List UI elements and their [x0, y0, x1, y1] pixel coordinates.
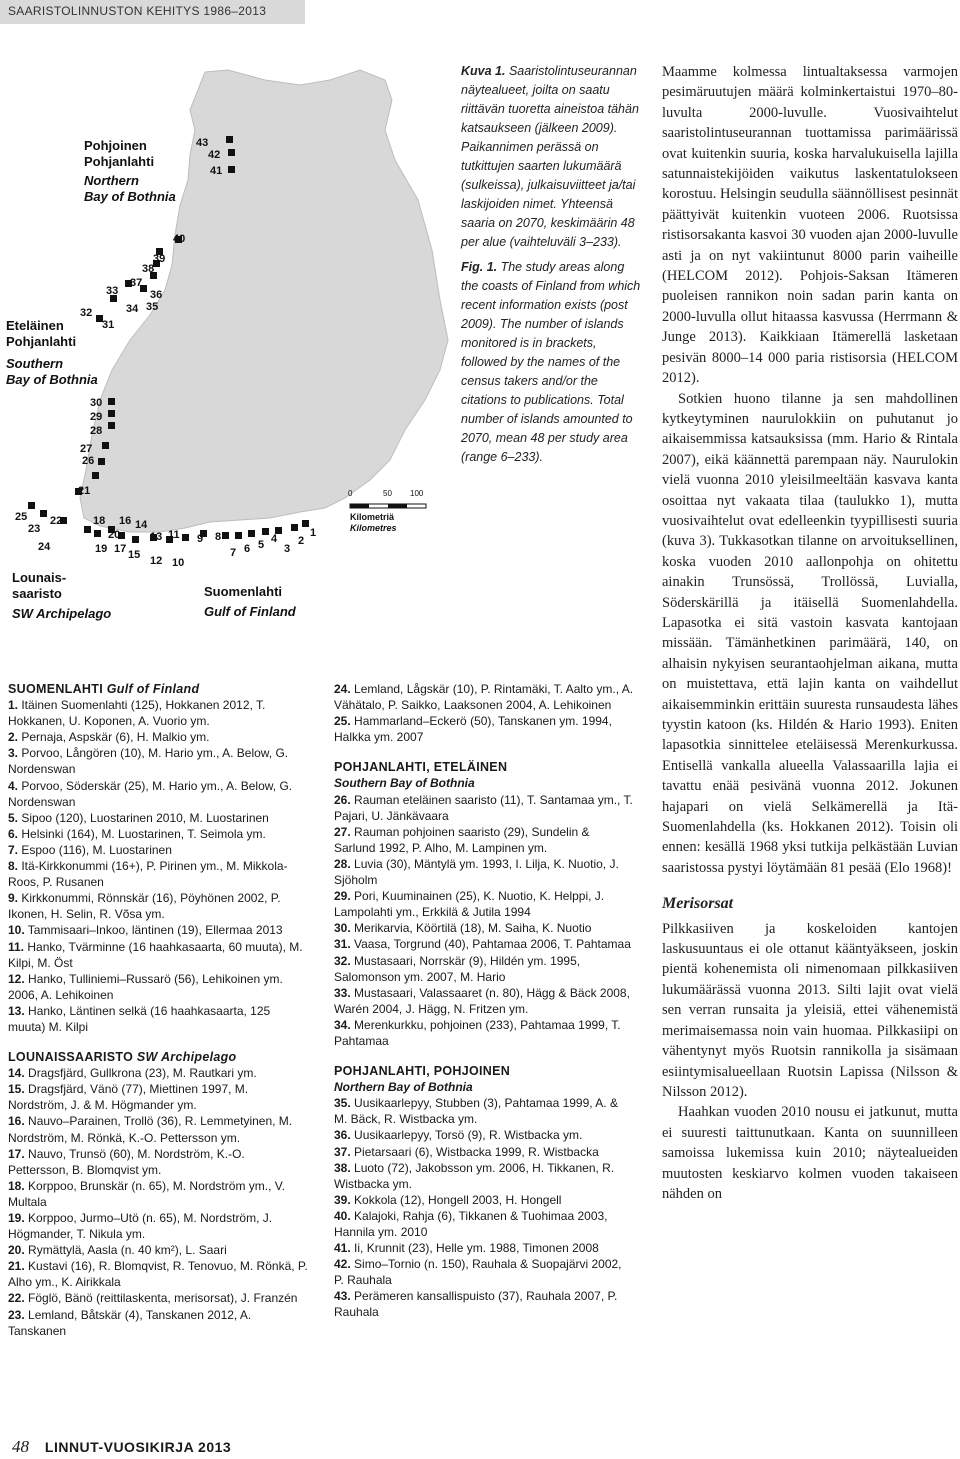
site-list-number: 1. — [8, 698, 19, 713]
site-list-item — [8, 939, 308, 971]
site-list-text: Perämeren kansallispuisto (37), Rauhala 2007, P. Rauhala — [334, 1289, 618, 1320]
site-list-number: 6. — [8, 826, 19, 841]
site-list-item — [334, 985, 634, 1017]
caption-en-label: Fig. 1. — [461, 260, 498, 274]
site-list-text: Simo–Tornio (n. 150), Rauhala & Suopajärvi 2002, P. Rauhala — [334, 1257, 622, 1288]
site-list-text: Lemland, Lågskär (10), P. Rintamäki, T. Aalto ym., A. Vähätalo, P. Saikko, Laaksonen 2004, A. Lehikoinen — [334, 682, 634, 713]
site-list-text: Korppoo, Brunskär (n. 65), M. Nordström ym., V. Multala — [8, 1178, 286, 1209]
site-list-item — [8, 745, 308, 777]
site-list-text: Porvoo, Långören (10), M. Hario ym., A. Below, G. Nordenswan — [8, 746, 289, 777]
site-label-6: 6 — [244, 543, 251, 555]
site-list-number: 19. — [8, 1211, 25, 1225]
site-list-item — [334, 953, 634, 985]
nb-heading-fi: POHJANLAHTI, POHJOINEN — [334, 1064, 511, 1079]
site-list-item — [334, 1192, 634, 1208]
site-list-number: 5. — [8, 810, 19, 825]
scale-100: 100 — [410, 489, 424, 498]
caption-fi — [461, 62, 641, 252]
site-label-21: 21 — [78, 485, 91, 497]
site-list-number: 28. — [334, 856, 351, 871]
site-list-number: 14. — [8, 1066, 25, 1081]
site-label-39: 39 — [153, 253, 166, 265]
site-list-item — [334, 1127, 634, 1143]
site-label-13: 13 — [150, 531, 163, 543]
site-label-11: 11 — [168, 529, 180, 541]
site-list-text: Uusikaarlepyy, Torsö (9), R. Wistbacka ym. — [350, 1128, 583, 1143]
site-list-number: 4. — [8, 778, 19, 793]
site-label-10: 10 — [172, 557, 185, 569]
site-label-9: 9 — [197, 533, 204, 545]
region-gf-en: Gulf of Finland — [204, 604, 296, 619]
site-list-item — [334, 1240, 634, 1256]
region-south-en2: Bay of Bothnia — [6, 372, 98, 387]
site-list-text: Nauvo, Trunsö (60), M. Nordström, K.-O. Pettersson, B. Blomqvist ym. — [8, 1146, 245, 1177]
site-list-text: Kustavi (16), R. Blomqvist, R. Tenovuo, M. Rönkä, P. Alho ym., K. Airikkala — [8, 1259, 308, 1290]
site-label-2: 2 — [298, 535, 305, 547]
site-label-28: 28 — [90, 425, 103, 437]
site-list-number: 31. — [334, 937, 351, 952]
site-list-text: Nauvo–Parainen, Trollö (36), R. Lemmetyinen, M. Nordström, M. Rönkä, K.-O. Pettersson ym. — [8, 1114, 293, 1145]
sw-heading — [8, 1049, 308, 1065]
site-list-text: Kokkola (12), Hongell 2003, H. Hongell — [350, 1192, 562, 1207]
gf-heading — [8, 681, 308, 697]
site-list-text: Korppoo, Jurmo–Utö (n. 65), M. Nordström, J. Högmander, T. Nikula ym. — [8, 1211, 273, 1242]
body-paragraph-4: Haahkan vuoden 2010 nousu ei jatkunut, mutta ei suuresti taittunutkaan. Kanta on suunnilleen samoissa lukemissa kuin 2010; näytealueiden muutosten keskiarvo kolmen vuoden takaiseen nähden on — [662, 1104, 958, 1202]
site-list-number: 9. — [8, 891, 19, 906]
site-list-text: Porvoo, Söderskär (25), M. Hario ym., A. Below, G. Nordenswan — [8, 778, 293, 809]
site-label-15: 15 — [128, 549, 141, 561]
site-list-text: Espoo (116), M. Luostarinen — [18, 842, 172, 857]
site-list-number: 12. — [8, 971, 25, 986]
site-label-31: 31 — [102, 319, 115, 331]
site-list-number: 16. — [8, 1114, 25, 1129]
site-label-36: 36 — [150, 289, 163, 301]
publication-title: LINNUT-VUOSIKIRJA 2013 — [44, 1439, 232, 1455]
sb-items — [334, 792, 634, 1050]
site-label-12: 12 — [150, 555, 163, 567]
site-list-item — [334, 1288, 634, 1320]
site-list-number: 23. — [8, 1307, 25, 1322]
scale-bar — [348, 489, 426, 533]
site-list-item — [334, 1017, 634, 1049]
nb-heading — [334, 1063, 634, 1079]
site-list-text: Föglö, Bänö (reittilaskenta, merisorsat), J. Franzén — [24, 1291, 298, 1306]
site-list-item — [334, 888, 634, 920]
site-list-number: 39. — [334, 1192, 351, 1207]
site-list-number: 18. — [8, 1178, 25, 1193]
site-label-18: 18 — [93, 515, 106, 527]
site-list-text: Ii, Krunnit (23), Helle ym. 1988, Timonen 2008 — [350, 1241, 599, 1256]
site-list-number: 25. — [334, 714, 351, 729]
running-header-title: SAARISTOLINNUSTON KEHITYS 1986–2013 — [8, 4, 267, 18]
site-list-item — [8, 810, 308, 826]
site-label-34: 34 — [126, 303, 139, 315]
site-list-text: Dragsfjärd, Vänö (77), Miettinen 1997, M. Nordström, J. & M. Högmander ym. — [8, 1082, 249, 1113]
site-label-38: 38 — [142, 263, 155, 275]
caption-en-text: The study areas along the coasts of Finland from which recent information exists (post 2009). The number of islands monitored is in brackets, followed by the names of the census takers and/or the citations to publications. Total number of islands amounted to 2070, mean 48 per study area (range 6–233). — [461, 260, 641, 464]
region-gf-fi: Suomenlahti — [204, 584, 283, 599]
site-label-7: 7 — [230, 547, 237, 559]
site-list-item — [334, 1256, 634, 1288]
region-sw-fi: Lounais- — [12, 570, 67, 585]
site-label-14: 14 — [135, 519, 148, 531]
site-list-text: Itäinen Suomenlahti (125), Hokkanen 2012, T. Hokkanen, U. Koponen, A. Vuorio ym. — [8, 698, 266, 729]
site-list-item — [8, 971, 308, 1003]
gf-heading-en: Gulf of Finland — [106, 682, 200, 696]
site-label-4: 4 — [271, 533, 278, 545]
site-list-number: 42. — [334, 1257, 351, 1272]
body-paragraph-3: Pilkkasiiven ja koskeloiden kantojen laskusuuntaus ei ole ottanut kääntyäkseen, joskin pientä kohenemista oli nimenomaan pilkkasiiven lukumäärässä vuonna 2013. Silti lajit ovat vielä sen verran runsaita ja yleisiä, ettei vähenemistä merimaisemassa noin vain huomaa. Pilkkasiipi on vähentynyt myös Ruotsin rannikolla ja sisämaan esiintymisalueellaan Ruotsin Lapissa (Nilsson & Nilsson 2012). — [662, 920, 958, 1100]
site-list-item — [8, 1290, 308, 1306]
site-list-item — [8, 890, 308, 922]
site-list-number: 22. — [8, 1291, 25, 1306]
section-heading-merisorsat: Merisorsat — [662, 895, 734, 913]
site-list-item — [334, 1208, 634, 1240]
region-sw-fi2: saaristo — [12, 586, 62, 601]
site-list-number: 36. — [334, 1128, 351, 1143]
site-list-number: 13. — [8, 1003, 25, 1018]
site-label-8: 8 — [215, 531, 222, 543]
site-label-26: 26 — [82, 455, 95, 467]
site-list-item — [8, 858, 308, 890]
site-list-text: Kalajoki, Rahja (6), Tikkanen & Tuohimaa 2003, Hannila ym. 2010 — [334, 1208, 608, 1239]
site-list-text: Merikarvia, Köörtilä (18), M. Saiha, K. Nuotio — [350, 921, 592, 936]
figure-caption — [461, 62, 641, 473]
site-list-item — [8, 778, 308, 810]
site-list-number: 40. — [334, 1208, 351, 1223]
site-list-text: Uusikaarlepyy, Stubben (3), Pahtamaa 1999, A. & M. Bäck, R. Wistbacka ym. — [334, 1096, 618, 1127]
site-list-text: Merenkurkku, pohjoinen (233), Pahtamaa 1999, T. Pahtamaa — [334, 1017, 621, 1048]
site-list-item — [8, 826, 308, 842]
site-list-item — [8, 1210, 308, 1242]
site-list-text: Sipoo (120), Luostarinen 2010, M. Luostarinen — [18, 810, 269, 825]
site-label-43: 43 — [196, 137, 209, 149]
sw-heading-en: SW Archipelago — [136, 1050, 237, 1065]
sw-items — [8, 1065, 308, 1339]
site-list-item — [8, 1003, 308, 1035]
site-list-text: Mustasaari, Valassaaret (n. 80), Hägg & Bäck 2008, Warén 2004, J. Hägg, N. Fritzen ym. — [334, 985, 630, 1016]
running-header — [0, 0, 305, 24]
site-list-mid — [334, 681, 634, 1321]
site-list-number: 38. — [334, 1160, 351, 1175]
site-list-item — [8, 1065, 308, 1081]
scale-0: 0 — [348, 489, 353, 498]
site-label-41: 41 — [210, 165, 223, 177]
site-list-item — [8, 1307, 308, 1339]
site-list-text: Lemland, Båtskär (4), Tanskanen 2012, A. Tanskanen — [8, 1307, 252, 1338]
site-list-text: Dragsfjärd, Gullkrona (23), M. Rautkari ym. — [24, 1066, 257, 1081]
site-label-5: 5 — [258, 539, 265, 551]
site-list-item — [334, 936, 634, 952]
site-list-number: 3. — [8, 746, 19, 761]
site-list-item — [8, 729, 308, 745]
site-list-number: 32. — [334, 953, 351, 968]
site-label-25: 25 — [15, 511, 28, 523]
body-paragraph-1: Maamme kolmessa lintualtaksessa varmojen pesimäruutujen määrä kolminkertaistui 1970–80-luvulta 2000-luvulle. Vuosivaihtelut saaristolintuseurannan tuottamissa parimäärissä ovat kuitenkin suuria, koska harvalukuisella lajilla satunnaistekijöiden vaikutus laskentatulokseen korostuu. Helsingin seudulla säännöllisest pesinnät päättyivät kuitenkin vuoteen 2006. Ruotsissa ristisorsakanta kasvoi 30 vuoden ajan 2000-luvulle asti ja on nyt vakiintunut 8000 parin vaiheille (HELCOM 2012). Pohjois-Saksan Itämeren puoleisen rannikon noin sadan parin kanta on 2000-luvulla ollut hitaassa kasvussa (Herrmann & Junge 2013). Kaikkiaan Itämerellä lasketaan pesivän 8000–14 000 paria ristisorsia (HELCOM 2012). — [662, 64, 959, 387]
site-label-32: 32 — [80, 307, 93, 319]
site-list-number: 10. — [8, 923, 25, 938]
site-list-number: 37. — [334, 1144, 351, 1159]
site-list-item — [8, 1146, 308, 1178]
caption-fi-label: Kuva 1. — [461, 64, 506, 78]
site-list-number: 34. — [334, 1017, 351, 1032]
region-south-fi: Eteläinen — [6, 318, 64, 333]
site-list-text: Itä-Kirkkonummi (16+), P. Pirinen ym., M. Mikkola-Roos, P. Rusanen — [8, 859, 288, 890]
site-list-number: 7. — [8, 842, 19, 857]
site-list-number: 35. — [334, 1096, 351, 1111]
site-list-text: Luvia (30), Mäntylä ym. 1993, I. Lilja, K. Nuotio, J. Sjöholm — [334, 856, 619, 888]
site-list-text: Hanko, Tvärminne (16 haahkasaarta, 60 muuta), M. Kilpi, M. Öst — [8, 939, 303, 970]
site-label-29: 29 — [90, 411, 103, 423]
site-list-text: Helsinki (164), M. Luostarinen, T. Seimola ym. — [18, 826, 266, 841]
finland-map-svg — [0, 40, 450, 640]
site-label-3: 3 — [284, 543, 291, 555]
site-list-number: 29. — [334, 889, 351, 904]
sb-heading — [334, 759, 634, 775]
site-list-item — [8, 842, 308, 858]
region-north-en: Northern — [84, 173, 139, 188]
site-label-35: 35 — [146, 301, 159, 313]
site-list-number: 30. — [334, 921, 351, 936]
site-list-item — [8, 697, 308, 729]
site-list-item — [334, 1144, 634, 1160]
scale-unit-en: Kilometres — [350, 523, 397, 533]
gf-heading-fi: SUOMENLAHTI — [8, 682, 103, 696]
sb-heading-fi: POHJANLAHTI, ETELÄINEN — [334, 760, 508, 775]
site-list-number: 17. — [8, 1146, 25, 1161]
site-list-item — [8, 922, 308, 938]
site-list-item — [8, 1178, 308, 1210]
cont-items — [334, 681, 634, 745]
page-footer — [12, 1437, 231, 1457]
site-list-text: Rauman eteläinen saaristo (11), T. Santamaa ym., T. Pajari, U. Jänkävaara — [334, 792, 633, 823]
site-label-40: 40 — [173, 233, 186, 245]
site-list-item — [8, 1242, 308, 1258]
site-list-text: Hammarland–Eckerö (50), Tanskanen ym. 1994, Halkka ym. 2007 — [334, 714, 612, 745]
site-label-33: 33 — [106, 285, 119, 297]
site-list-text: Pernaja, Aspskär (6), H. Malkio ym. — [18, 730, 210, 745]
site-list-item — [334, 1095, 634, 1127]
region-north-en2: Bay of Bothnia — [84, 189, 176, 204]
sw-heading-fi: LOUNAISSAARISTO — [8, 1050, 134, 1065]
caption-fi-text: Saaristolintuseurannan näytealueet, joilta on saatu riittävän tuoretta aineistoa tähän katsaukseen (jälkeen 2009). Paikannimen perässä on tutkittujen saarten lukumäärä (sulkeissa), julkaisuviitteet ja/tai laskijoiden nimet. Yhteensä saaria on 2070, keskimäärin 48 per alue (vaihteluväli 3–233). — [461, 64, 639, 249]
site-label-27: 27 — [80, 443, 93, 455]
site-list-number: 33. — [334, 985, 351, 1000]
gf-items — [8, 697, 308, 1035]
site-list-item — [334, 856, 634, 888]
site-list-item — [334, 713, 634, 745]
site-list-item — [8, 1081, 308, 1113]
site-list-number: 24. — [334, 682, 351, 696]
site-list-number: 8. — [8, 859, 19, 874]
site-list-text: Rymättylä, Aasla (n. 40 km²), L. Saari — [24, 1243, 227, 1258]
page-number: 48 — [12, 1437, 29, 1456]
site-list-item — [334, 920, 634, 936]
region-north-fi: Pohjoinen — [84, 138, 147, 153]
site-list-number: 43. — [334, 1289, 351, 1304]
body-paragraph-2: Sotkien huono tilanne ja sen mahdollinen kytkeytyminen naurulokkiin on puhutanut jo aikaisemmissa katsauksissa (mm. Hario & Rintala 2007), eikä käännettä parempaan näy. Naurulokin vielä vuonna 2010 yleisilmeeltään kasvava kanta osoittaa nyt vakaata tilaa (taulukko 1), mutta vuosivaihtelut ovat edelleenkin tyypillisesti suuria (kuva 3). Tukkasotkan tilanne on arvoituksellinen, koska vuoden 2010 aallonpohja on ohitettu ainakin Trunsössä, Trollössä, Luvialla, Söderskärillä ja itäisellä Suomenlahdella. Lapasotka ei sitä vastoin kasvata kantojaan missään. Tämänhetkinen parimäärä, 140, on alhaisin nykyisen seurantaohjelman aikana, mutta on muistettava, että lajin kanta on vaihdellut aikaisemminkin erittäin suuresta runsaudesta lähes tyystin katoon (ks. Hildén & Hario 1993). Eniten lapasotkia sinnittelee eteläisessä Merenkurkussa. Entisellä vankalla alueella Valassaarilla lajia ei tavattu enää pesivänä vuonna 2012. Jokunen hajapari on vielä Selkämerellä ja Itä-Suomenlahdella (ks. Hokkanen 2012). Toisin oli ennen: kesällä 1968 yksi tutkija pelkästään Luvian saaristossa pystyi löytämään 81 pesää (Elo 1968)! — [662, 390, 958, 876]
site-list-number: 20. — [8, 1243, 25, 1258]
site-list-left — [8, 681, 308, 1339]
site-list-item — [334, 792, 634, 824]
region-south-en: Southern — [6, 356, 64, 371]
site-list-number: 11. — [8, 939, 25, 954]
site-list-item — [334, 1160, 634, 1192]
site-label-23: 23 — [28, 523, 41, 535]
site-list-text: Hanko, Läntinen selkä (16 haahkasaarta, 125 muuta) M. Kilpi — [8, 1003, 271, 1034]
site-list-number: 41. — [334, 1241, 351, 1256]
site-label-16: 16 — [119, 515, 132, 527]
site-list-number: 26. — [334, 792, 351, 807]
caption-en — [461, 258, 641, 467]
site-label-30: 30 — [90, 397, 103, 409]
site-list-text: Pori, Kuuminainen (25), K. Nuotio, K. Helppi, J. Lampolahti ym., Erkkilä & Jutila 1994 — [334, 889, 605, 920]
region-sw-en: SW Archipelago — [12, 606, 112, 621]
site-list-text: Mustasaari, Norrskär (9), Hildén ym. 1995, Salomonson ym. 2007, M. Hario — [334, 953, 581, 984]
nb-items — [334, 1095, 634, 1320]
site-list-text: Luoto (72), Jakobsson ym. 2006, H. Tikkanen, R. Wistbacka ym. — [334, 1160, 615, 1191]
site-list-number: 27. — [334, 824, 351, 839]
site-list-number: 2. — [8, 730, 19, 745]
sb-heading-en: Southern Bay of Bothnia — [334, 776, 475, 791]
site-list-item — [8, 1258, 308, 1290]
site-list-number: 15. — [8, 1082, 25, 1097]
site-list-text: Kirkkonummi, Rönnskär (16), Pöyhönen 2002, P. Ikonen, H. Selin, R. Võsa ym. — [8, 891, 281, 922]
site-list-item — [334, 681, 634, 713]
site-label-19: 19 — [95, 543, 108, 555]
scale-50: 50 — [383, 489, 392, 498]
site-label-37: 37 — [130, 277, 143, 289]
site-list-text: Tammisaari–Inkoo, läntinen (19), Ellermaa 2013 — [24, 923, 283, 938]
site-list-text: Pietarsaari (6), Wistbacka 1999, R. Wistbacka — [350, 1144, 599, 1159]
site-label-24: 24 — [38, 541, 51, 553]
site-list-item — [334, 824, 634, 856]
region-north-fi2: Pohjanlahti — [84, 154, 155, 169]
site-list-text: Vaasa, Torgrund (40), Pahtamaa 2006, T. Pahtamaa — [350, 937, 631, 952]
scale-unit-fi: Kilometriä — [350, 512, 395, 522]
site-list-text: Hanko, Tulliniemi–Russarö (56), Lehikoinen ym. 2006, A. Lehikoinen — [8, 971, 283, 1002]
site-label-20: 20 — [108, 529, 121, 541]
site-label-17: 17 — [114, 543, 127, 555]
region-south-fi2: Pohjanlahti — [6, 334, 77, 349]
study-area-map — [0, 40, 450, 640]
nb-heading-en: Northern Bay of Bothnia — [334, 1080, 473, 1095]
body-text — [662, 62, 958, 1204]
site-label-22: 22 — [50, 515, 63, 527]
site-label-1: 1 — [310, 527, 317, 539]
site-list-number: 21. — [8, 1259, 25, 1274]
site-list-text: Rauman pohjoinen saaristo (29), Sundelin & Sarlund 1992, P. Alho, M. Lampinen ym. — [334, 824, 590, 855]
site-label-42: 42 — [208, 149, 221, 161]
site-list-item — [8, 1113, 308, 1145]
